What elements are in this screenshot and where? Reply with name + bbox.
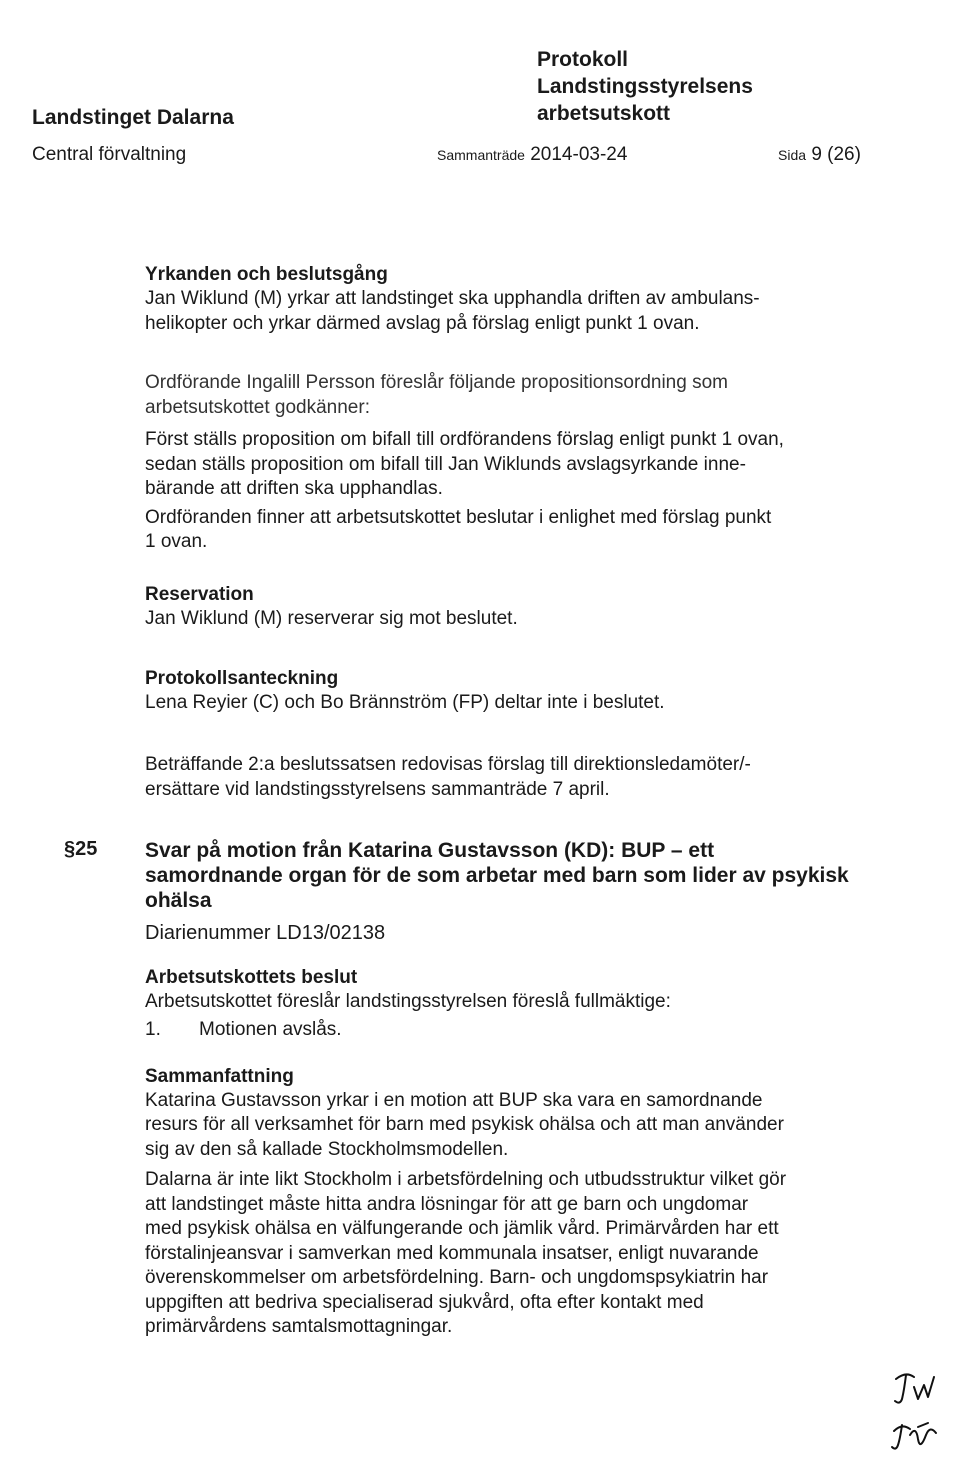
yrkanden-p4-line1: Ordföranden finner att arbetsutskottet beslutar i enlighet med förslag punkt (145, 506, 772, 528)
protokollsanteckning-text: Lena Reyier (C) och Bo Brännström (FP) deltar inte i beslutet. (145, 692, 665, 713)
protokollsanteckning-section (145, 667, 885, 716)
beslut-heading: Arbetsutskottets beslut (145, 966, 358, 988)
yrkanden-p3-line2: sedan ställs proposition om bifall till Jan Wiklunds avslagsyrkande inne- (145, 453, 746, 475)
diarienummer: Diarienummer LD13/02138 (145, 922, 386, 944)
organization-name: Landstinget Dalarna (32, 106, 234, 129)
beslut-text: Arbetsutskottet föreslår landstingsstyrelsen föreslå fullmäktige: (145, 990, 671, 1012)
yrkanden-p1-line2: helikopter och yrkar därmed avslag på förslag enligt punkt 1 ovan. (145, 312, 700, 334)
meeting-label: Sammanträde (437, 147, 525, 163)
yrkanden-section (145, 263, 885, 336)
department-name: Central förvaltning (32, 144, 187, 165)
proposition-section (145, 371, 885, 555)
yrkanden-p2-line1: Ordförande Ingalill Persson föreslår följande propositionsordning som (145, 372, 728, 393)
document-type: Protokoll (537, 48, 629, 71)
board-name-line1: Landstingsstyrelsens (537, 75, 753, 98)
betraffande-line1: Beträffande 2:a beslutssatsen redovisas förslag till direktionsledamöter/- (145, 754, 751, 775)
sammanfattning-p2-line7: primärvårdens samtalsmottagningar. (145, 1316, 453, 1337)
protokollsanteckning-heading: Protokollsanteckning (145, 668, 339, 689)
section-title-line1: Svar på motion från Katarina Gustavsson (KD): BUP – ett (145, 839, 715, 862)
sammanfattning-p2-line2: att landstinget måste hitta andra lösningar för att ge barn och ungdomar (145, 1193, 749, 1215)
section-number: §25 (64, 838, 98, 860)
yrkanden-p4-line2: 1 ovan. (145, 531, 208, 552)
meeting-date (437, 144, 627, 166)
board-name-line2: arbetsutskott (537, 102, 671, 125)
sammanfattning-p2-line6: uppgiften att bedriva specialiserad sjukvård, ofta efter kontakt med (145, 1291, 704, 1313)
betraffande-line2: ersättare vid landstingsstyrelsens sammanträde 7 april. (145, 778, 610, 800)
list-item-text: Motionen avslås. (199, 1019, 342, 1040)
yrkanden-p3-line3: bärande att driften ska upphandlas. (145, 478, 443, 499)
sammanfattning-p2-line3: med psykisk ohälsa en välfungerande och jämlik vård. Primärvården har ett (145, 1218, 779, 1239)
section-title-line2: samordnande organ för de som arbetar med barn som lider av psykisk (145, 864, 849, 887)
sammanfattning-heading: Sammanfattning (145, 1065, 294, 1087)
sammanfattning-p2-line5: överenskommelser om arbetsfördelning. Barn- och ungdomspsykiatrin har (145, 1267, 769, 1288)
reservation-heading: Reservation (145, 584, 254, 605)
list-item (145, 1018, 885, 1043)
yrkanden-p3-line1: Först ställs proposition om bifall till ordförandens förslag enligt punkt 1 ovan, (145, 429, 784, 450)
yrkanden-p1-line1: Jan Wiklund (M) yrkar att landstinget ska upphandla driften av ambulans- (145, 288, 760, 309)
page-value: 9 (26) (811, 144, 861, 165)
yrkanden-p2-line2: arbetsutskottet godkänner: (145, 396, 370, 418)
reservation-section (145, 583, 885, 632)
signature-initials-icon (888, 1365, 946, 1457)
page-label: Sida (778, 147, 807, 163)
list-item-number: 1. (145, 1019, 161, 1040)
section-title-line3: ohälsa (145, 889, 212, 912)
sammanfattning-p1-line2: resurs för all verksamhet för barn med psykisk ohälsa och att man använder (145, 1114, 784, 1135)
betraffande-paragraph (145, 753, 885, 802)
sammanfattning-p2-line4: förstalinjeansvar i samverkan med kommunala insatser, enligt nuvarande (145, 1242, 759, 1264)
reservation-text: Jan Wiklund (M) reserverar sig mot beslutet. (145, 608, 518, 629)
yrkanden-heading: Yrkanden och beslutsgång (145, 264, 388, 285)
page-number (778, 144, 861, 166)
section-25 (145, 838, 885, 1340)
sammanfattning-p2-line1: Dalarna är inte likt Stockholm i arbetsfördelning och utbudsstruktur vilket gör (145, 1169, 787, 1190)
sammanfattning-p1-line1: Katarina Gustavsson yrkar i en motion att BUP ska vara en samordnande (145, 1089, 763, 1111)
sammanfattning-p1-line3: sig av den så kallade Stockholmsmodellen. (145, 1138, 509, 1160)
meeting-date-value: 2014-03-24 (530, 144, 628, 165)
